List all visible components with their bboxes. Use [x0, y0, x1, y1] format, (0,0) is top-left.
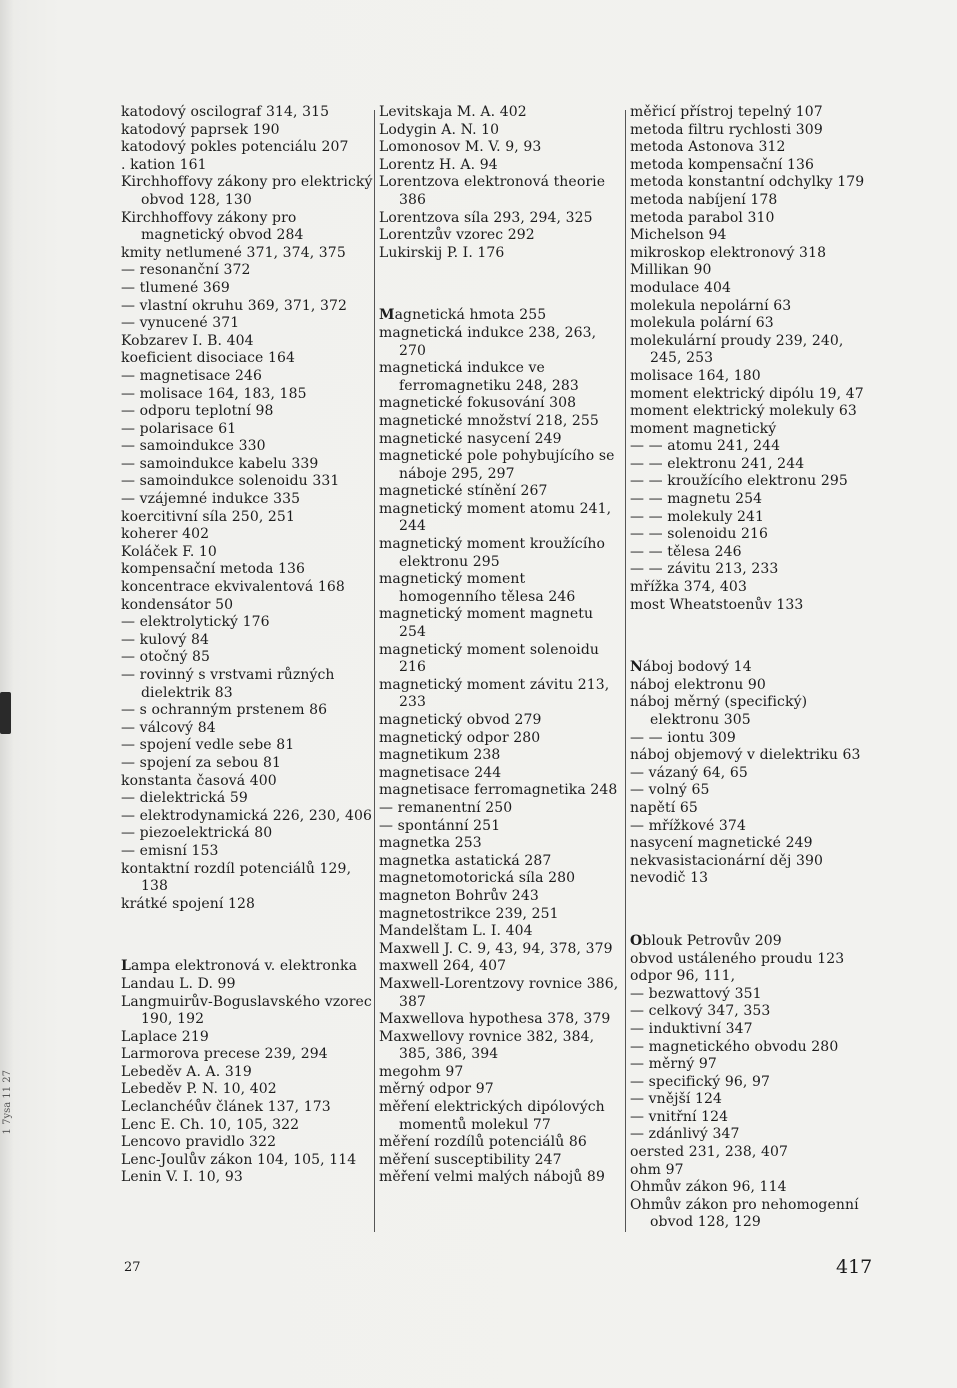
index-entry: měrný odpor 97: [379, 1081, 494, 1098]
page-number: 417: [836, 1256, 873, 1278]
margin-note: 1 7ysa 11 27: [2, 1070, 13, 1135]
index-entry: — resonanční 372: [121, 262, 251, 279]
index-entry: magnetické nasycení 249: [379, 430, 562, 447]
index-entry: magneton Bohrův 243: [379, 887, 539, 904]
index-entry: krátké spojení 128: [121, 895, 256, 912]
index-entry: — polarisace 61: [121, 420, 237, 437]
index-entry: koncentrace ekvivalentová 168: [121, 579, 345, 596]
index-entry: Lorentzův vzorec 292: [379, 227, 535, 244]
index-entry: moment elektrický dipólu 19, 47: [630, 385, 864, 402]
section-initial: O: [630, 932, 643, 949]
index-entry: katodový pokles potenciálu 207: [121, 139, 349, 156]
section-gap: [379, 276, 624, 293]
index-entry: — emisní 153: [121, 842, 219, 859]
index-entry: Maxwellova hypothesa 378, 379: [379, 1011, 611, 1028]
index-entry: — — kroužícího elektronu 295: [630, 473, 848, 490]
section-gap: [630, 628, 875, 645]
index-entry: — magnetického obvodu 280: [630, 1038, 839, 1055]
index-entry: metoda nabíjení 178: [630, 191, 778, 208]
index-entry: Lebeděv P. N. 10, 402: [121, 1081, 277, 1098]
index-entry: Lorentzova síla 293, 294, 325: [379, 209, 593, 226]
index-entry: magnetikum 238: [379, 747, 501, 764]
index-entry: — celkový 347, 353: [630, 1003, 771, 1020]
signature-mark: 27: [124, 1260, 141, 1275]
index-entry: metoda parabol 310: [630, 209, 775, 226]
index-entry: metoda Astonova 312: [630, 139, 786, 156]
index-entry: koeficient disociace 164: [121, 350, 295, 367]
index-entry: Ohmův zákon 96, 114: [630, 1179, 787, 1196]
index-entry: — elektrolytický 176: [121, 614, 270, 631]
index-entry: Lukirskij P. I. 176: [379, 244, 505, 261]
index-entry: Lomonosov M. V. 9, 93: [379, 139, 542, 156]
index-entry: mřížka 374, 403: [630, 579, 747, 596]
index-entry: magnetická indukce ve ferromagnetiku 248, 283: [379, 360, 579, 394]
index-entry: Lodygin A. N. 10: [379, 121, 500, 138]
index-entry: — měrný 97: [630, 1056, 717, 1073]
index-entry: mikroskop elektronový 318: [630, 244, 827, 261]
index-entry: koercitivní síla 250, 251: [121, 508, 295, 525]
index-entry: modulace 404: [630, 279, 732, 296]
index-entry: náboj elektronu 90: [630, 676, 766, 693]
index-entry: magnetický odpor 280: [379, 729, 541, 746]
index-entry: Lampa elektronová v. elektronka: [121, 958, 358, 975]
index-entry: magnetka astatická 287: [379, 852, 552, 869]
index-entry: metoda konstantní odchylky 179: [630, 174, 865, 191]
index-entry: Lenin V. I. 10, 93: [121, 1169, 243, 1186]
index-entry: Landau L. D. 99: [121, 975, 236, 992]
index-entry: — samoindukce kabelu 339: [121, 455, 319, 472]
index-entry: koherer 402: [121, 526, 210, 543]
index-entry: Lencovo pravidlo 322: [121, 1134, 277, 1151]
index-entry: Lorentzova elektronová theorie 386: [379, 174, 606, 208]
index-entry: — bezwattový 351: [630, 985, 762, 1002]
index-column-1: [121, 104, 373, 1187]
index-entry: katodový paprsek 190: [121, 121, 280, 138]
column-divider: [374, 110, 375, 1232]
index-entry: kontaktní rozdíl potenciálů 129, 138: [121, 860, 352, 895]
index-entry: — mřížkové 374: [630, 817, 746, 834]
index-entry: Maxwell J. C. 9, 43, 94, 378, 379: [379, 940, 613, 957]
index-entry: molisace 164, 180: [630, 367, 761, 384]
index-entry: měřicí přístroj tepelný 107: [630, 104, 823, 120]
section-initial: M: [379, 307, 395, 324]
section-gap: [630, 902, 875, 919]
index-entry: Maxwellovy rovnice 382, 384, 385, 386, 394: [379, 1028, 595, 1063]
index-entry: magnetomotorická síla 280: [379, 870, 576, 887]
index-entry: magnetický moment homogenního tělesa 246: [379, 571, 576, 605]
index-entry: — rovinný s vrstvami různých dielektrik 83: [121, 667, 335, 701]
index-entry: katodový oscilograf 314, 315: [121, 104, 330, 120]
index-entry: Mandelštam L. I. 404: [379, 923, 533, 940]
index-entry: — specifický 96, 97: [630, 1073, 770, 1090]
index-entry: odpor 96, 111,: [630, 968, 736, 985]
index-entry: — volný 65: [630, 782, 710, 799]
index-entry: Laplace 219: [121, 1028, 209, 1045]
index-entry: — vnitřní 124: [630, 1108, 729, 1125]
index-entry: metoda kompensační 136: [630, 156, 815, 173]
binding-mark: [0, 692, 11, 734]
index-entry: molekula polární 63: [630, 315, 774, 332]
index-entry: kompensační metoda 136: [121, 561, 306, 578]
index-entry: měření susceptibility 247: [379, 1151, 562, 1168]
index-entry: magnetisace 244: [379, 764, 502, 781]
index-entry: moment magnetický: [630, 420, 777, 437]
index-entry: — kulový 84: [121, 631, 210, 648]
index-entry: Oblouk Petrovův 209: [630, 932, 782, 949]
index-entry: — — solenoidu 216: [630, 526, 769, 543]
index-entry: kmity netlumené 371, 374, 375: [121, 244, 346, 261]
index-entry: magnetické stínění 267: [379, 483, 548, 500]
index-entry: — s ochranným prstenem 86: [121, 702, 328, 719]
index-entry: Kirchhoffovy zákony pro magnetický obvod 284: [121, 209, 304, 244]
index-entry: — vlastní okruhu 369, 371, 372: [121, 297, 348, 314]
index-entry: — — závitu 213, 233: [630, 561, 779, 578]
index-entry: Michelson 94: [630, 227, 727, 244]
index-entry: — molisace 164, 183, 185: [121, 385, 307, 402]
index-entry: náboj měrný (specifický) elektronu 305: [630, 694, 808, 728]
index-entry: nasycení magnetické 249: [630, 835, 813, 852]
index-entry: — spontánní 251: [379, 817, 501, 834]
index-entry: Lorentz H. A. 94: [379, 156, 498, 173]
index-entry: — zdánlivý 347: [630, 1126, 740, 1143]
index-entry: — samoindukce 330: [121, 438, 266, 455]
index-entry: — vzájemné indukce 335: [121, 491, 301, 508]
index-entry: . kation 161: [121, 156, 207, 173]
index-entry: Maxwell-Lorentzovy rovnice 386, 387: [379, 975, 619, 1010]
index-entry: magnetický moment atomu 241, 244: [379, 500, 612, 535]
index-entry: Magnetická hmota 255: [379, 307, 547, 324]
index-entry: — — elektronu 241, 244: [630, 455, 805, 472]
section-initial: N: [630, 659, 643, 676]
index-entry: — — tělesa 246: [630, 543, 742, 560]
index-entry: Kobzarev I. B. 404: [121, 332, 254, 349]
index-entry: Koláček F. 10: [121, 543, 217, 560]
index-entry: moment elektrický molekuly 63: [630, 403, 857, 420]
index-entry: magnetický moment solenoidu 216: [379, 641, 600, 676]
index-entry: magnetický obvod 279: [379, 712, 542, 728]
index-entry: — magnetisace 246: [121, 367, 262, 384]
index-entry: ohm 97: [630, 1161, 684, 1178]
index-entry: — válcový 84: [121, 719, 216, 736]
index-entry: — — iontu 309: [630, 729, 736, 746]
index-entry: magnetické pole pohybujícího se náboje 295, 297: [379, 448, 615, 482]
index-entry: Levitskaja M. A. 402: [379, 104, 527, 120]
index-entry: magnetostrikce 239, 251: [379, 905, 559, 922]
index-entry: konstanta časová 400: [121, 772, 277, 789]
section-gap: [121, 927, 373, 944]
index-entry: Ohmův zákon pro nehomogenní obvod 128, 129: [630, 1196, 859, 1231]
index-entry: Millikan 90: [630, 262, 712, 279]
index-entry: magnetický moment kroužícího elektronu 295: [379, 536, 606, 570]
index-entry: nekvasistacionární děj 390: [630, 852, 823, 869]
index-column-2: [379, 104, 624, 1187]
index-entry: — vnější 124: [630, 1091, 723, 1108]
index-entry: — — magnetu 254: [630, 491, 763, 508]
index-entry: — vynucené 371: [121, 315, 240, 332]
index-entry: — samoindukce solenoidu 331: [121, 473, 340, 490]
index-entry: obvod ustáleného proudu 123: [630, 950, 845, 967]
index-entry: — piezoelektrická 80: [121, 825, 273, 842]
column-divider: [625, 110, 626, 1232]
index-entry: magnetisace ferromagnetika 248: [379, 782, 618, 799]
index-entry: molekula nepolární 63: [630, 297, 792, 314]
index-column-3: [630, 104, 875, 1232]
index-entry: napětí 65: [630, 799, 698, 816]
index-entry: — elektrodynamická 226, 230, 406: [121, 807, 373, 824]
index-entry: magnetka 253: [379, 835, 482, 852]
index-entry: — otočný 85: [121, 649, 211, 666]
index-entry: — tlumené 369: [121, 279, 230, 296]
index-entry: Lenc E. Ch. 10, 105, 322: [121, 1116, 300, 1133]
index-entry: Leclanchéův článek 137, 173: [121, 1099, 331, 1116]
index-entry: metoda filtru rychlosti 309: [630, 121, 823, 138]
index-entry: — — atomu 241, 244: [630, 438, 781, 455]
index-entry: — dielektrická 59: [121, 790, 248, 807]
index-entry: kondensátor 50: [121, 596, 234, 613]
index-entry: Larmorova precese 239, 294: [121, 1046, 328, 1063]
index-entry: Lebeděv A. A. 319: [121, 1063, 252, 1080]
index-entry: — remanentní 250: [379, 799, 513, 816]
index-entry: magnetický moment závitu 213, 233: [379, 676, 610, 711]
index-entry: — — molekuly 241: [630, 508, 765, 525]
index-entry: Kirchhoffovy zákony pro elektrický obvod 128, 130: [121, 174, 373, 208]
index-entry: maxwell 264, 407: [379, 958, 507, 975]
index-entry: oersted 231, 238, 407: [630, 1144, 788, 1161]
index-entry: — odporu teplotní 98: [121, 403, 274, 420]
index-entry: — induktivní 347: [630, 1020, 753, 1037]
index-entry: magnetický moment magnetu 254: [379, 606, 594, 641]
index-entry: megohm 97: [379, 1063, 464, 1080]
index-entry: magnetická indukce 238, 263, 270: [379, 324, 597, 359]
section-initial: L: [121, 958, 131, 975]
index-entry: nevodič 13: [630, 870, 709, 887]
index-entry: měření rozdílů potenciálů 86: [379, 1134, 587, 1151]
index-entry: magnetické fokusování 308: [379, 395, 577, 412]
index-entry: — spojení vedle sebe 81: [121, 737, 295, 754]
index-entry: měření velmi malých nábojů 89: [379, 1169, 605, 1186]
index-entry: Lenc-Joulův zákon 104, 105, 114: [121, 1151, 357, 1168]
index-entry: — vázaný 64, 65: [630, 764, 748, 781]
index-entry: molekulární proudy 239, 240, 245, 253: [630, 332, 844, 367]
index-entry: Náboj bodový 14: [630, 659, 752, 676]
index-entry: — spojení za sebou 81: [121, 754, 282, 771]
index-entry: most Wheatstoenův 133: [630, 596, 804, 613]
index-entry: magnetické množství 218, 255: [379, 412, 599, 429]
index-entry: náboj objemový v dielektriku 63: [630, 747, 861, 764]
index-entry: měření elektrických dipólových momentů molekul 77: [379, 1099, 605, 1133]
index-entry: Langmuirův-Boguslavského vzorec 190, 192: [121, 993, 372, 1028]
